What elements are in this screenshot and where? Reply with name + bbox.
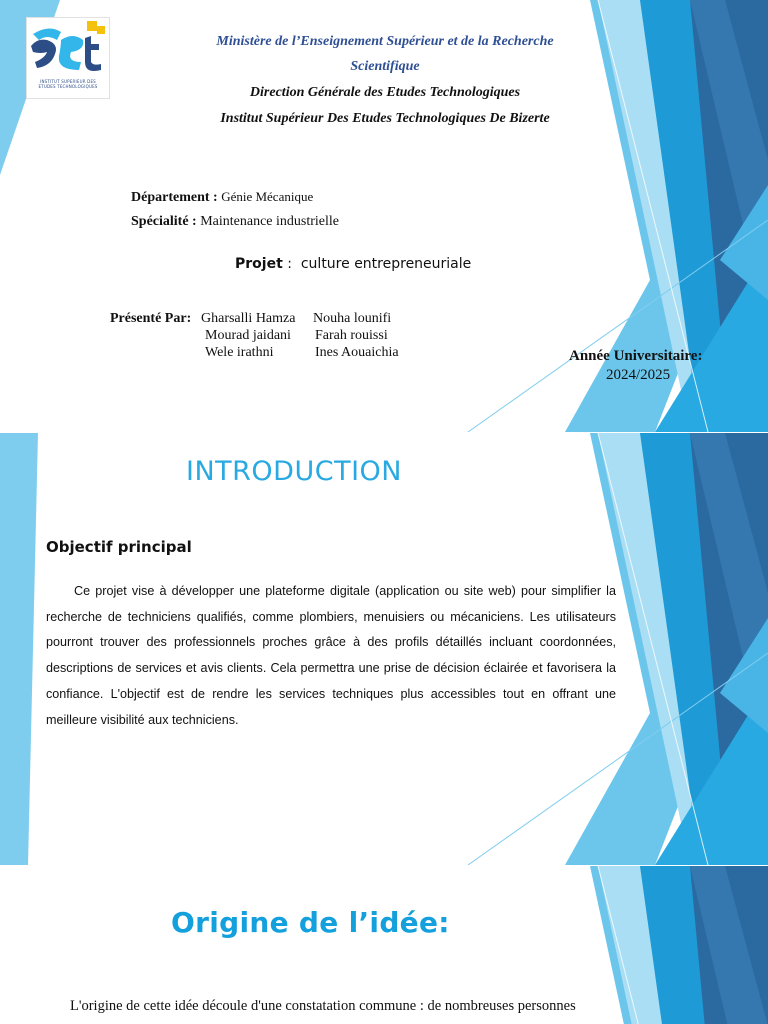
specialty-field	[131, 214, 339, 230]
iset-logo	[26, 17, 110, 99]
department-label: Département :	[131, 190, 218, 205]
presented-by-label: Présenté Par:	[110, 311, 192, 326]
direction-line: Direction Générale des Etudes Technologiques	[249, 85, 521, 100]
project-separator: :	[287, 256, 292, 272]
department-value: Génie Mécanique	[221, 189, 314, 204]
title-slide	[0, 0, 768, 432]
specialty-value: Maintenance industrielle	[200, 214, 340, 229]
specialty-label: Spécialité :	[131, 214, 197, 229]
presenter-6: Ines Aouaichia	[315, 345, 399, 360]
department-field	[131, 189, 313, 206]
introduction-slide	[0, 433, 768, 865]
project-value: culture entrepreneuriale	[300, 256, 472, 272]
presenter-3: Mourad jaidani	[205, 328, 291, 343]
project-field	[235, 256, 471, 272]
year-value: 2024/2025	[606, 367, 671, 383]
objectif-paragraph: Ce projet vise à développer une plateforme digitale (application ou site web) pour simplifier la recherche de techniciens qualifiés, comme plombiers, menuisiers ou mécaniciens. Les utilisateurs pourront trouver des professionnels proches grâce à des profils détaillés incluant coordonnées, descriptions de services et avis clients. Cela permettra une prise de décision éclairée et favorisera la confiance. L'objectif est de rendre les services techniques plus accessibles tout en offrant une meilleure visibilité aux techniciens.	[46, 584, 616, 727]
objectif-heading: Objectif principal	[46, 538, 192, 556]
ministry-line-1: Ministère de l’Enseignement Supérieur et de la Recherche	[216, 34, 554, 49]
origin-slide	[0, 866, 768, 1024]
year-label: Année Universitaire:	[569, 348, 703, 364]
origine-paragraph: L'origine de cette idée découle d'une constatation commune : de nombreuses personnes	[70, 998, 576, 1014]
iset-logo-icon	[27, 18, 109, 78]
origine-title: Origine de l’idée:	[171, 906, 450, 939]
introduction-title: INTRODUCTION	[186, 456, 402, 487]
presenter-1: Gharsalli Hamza	[201, 311, 296, 326]
presenter-5: Wele irathni	[205, 345, 274, 360]
presenter-4: Farah rouissi	[315, 328, 388, 343]
presenter-2: Nouha lounifi	[313, 311, 392, 326]
institute-line: Institut Supérieur Des Etudes Technologiques De Bizerte	[220, 111, 550, 126]
logo-caption: INSTITUT SUPERIEUR DES ETUDES TECHNOLOGIQUES	[38, 79, 98, 89]
ministry-line-2: Scientifique	[350, 59, 420, 74]
project-label: Projet	[235, 256, 283, 272]
